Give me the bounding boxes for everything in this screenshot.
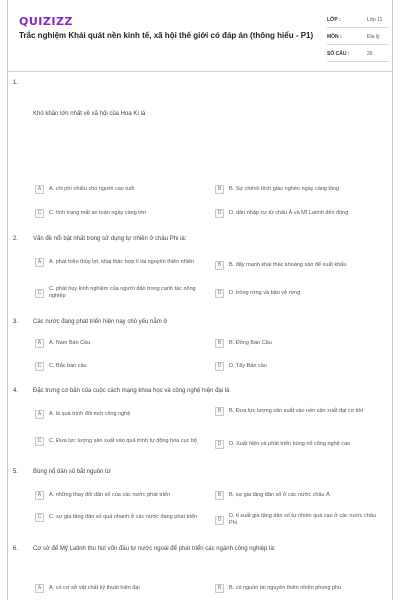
option-text: C. phát huy kinh nghiệm của người dân trong canh tác nông nghiệp: [49, 286, 196, 299]
option-letter: A: [35, 339, 44, 348]
option-text: A. là quá trình đổi mới công nghệ: [49, 411, 131, 417]
question-number: 2.: [13, 236, 19, 242]
question-number: 6.: [13, 546, 19, 552]
option-text: B. Đông Bán Cầu: [229, 340, 272, 346]
option-a[interactable]: [35, 584, 210, 593]
question-number: 3.: [13, 319, 19, 325]
option-letter: A: [35, 410, 44, 419]
option-text: B. Sự chênh lệch giàu nghèo ngày càng tăng: [229, 186, 340, 192]
question-number: 4.: [13, 388, 19, 394]
option-a[interactable]: [35, 185, 210, 194]
option-text: A. chi phí nhiều cho người cao tuổi: [49, 186, 135, 192]
option-letter: B: [215, 407, 224, 416]
option-b[interactable]: [215, 407, 385, 416]
option-letter: D: [215, 209, 224, 218]
question-number: 1.: [13, 80, 19, 86]
question-text: Vấn đề nổi bật nhất trong sử dụng tự nhiên ở châu Phi là:: [33, 236, 187, 242]
option-text: B. có nguồn tài nguyên thiên nhiên phong phú: [229, 585, 342, 591]
option-letter: C: [35, 289, 44, 298]
option-d[interactable]: [215, 289, 385, 298]
option-text: C. sự gia tăng dân số quá nhanh ở các nước đang phát triển: [49, 514, 198, 520]
option-text: D. tỉ suất gia tăng dân số tự nhiên quá cao ở các nước châu Phi: [229, 513, 376, 526]
question-text: Khó khăn lớn nhất về xã hội của Hoa Kì là: [33, 111, 146, 117]
option-a[interactable]: [35, 258, 210, 267]
question-number: 5.: [13, 469, 19, 475]
meta-row-class: [327, 13, 389, 28]
question-text: Đặc trưng cơ bản của cuộc cách mạng khoa học và công nghệ hiện đại là: [33, 388, 230, 394]
option-letter: D: [215, 289, 224, 298]
option-d[interactable]: [215, 362, 385, 371]
option-letter: C: [35, 362, 44, 371]
option-a[interactable]: [35, 491, 210, 500]
option-b[interactable]: [215, 261, 385, 270]
option-text: B. Đưa lực lượng sản xuất vào nền sản xuất đại cơ khí: [229, 408, 364, 414]
option-letter: C: [35, 437, 44, 446]
option-c[interactable]: [35, 362, 210, 371]
meta-label: LỚP :: [327, 17, 341, 23]
option-b[interactable]: [215, 584, 385, 593]
option-letter: D: [215, 362, 224, 371]
option-d[interactable]: [215, 513, 385, 527]
option-text: A. có cơ sở vật chất kỹ thuật hiện đại: [49, 585, 140, 591]
option-c[interactable]: [35, 286, 210, 300]
logo-text: QUIZIZZ: [19, 15, 73, 28]
option-letter: D: [215, 516, 224, 525]
option-a[interactable]: [35, 339, 210, 348]
question-text: Bùng nổ dân số bắt nguồn từ: [33, 469, 111, 475]
option-text: D. trồng rừng và bảo vệ rừng: [229, 290, 301, 296]
worksheet-meta: [327, 13, 389, 64]
option-d[interactable]: [215, 209, 385, 218]
option-letter: A: [35, 185, 44, 194]
option-text: C. Bắc bán cầu: [49, 363, 87, 369]
option-letter: D: [215, 440, 224, 449]
option-text: A. những thay đổi dân số của các nước phát triển: [49, 492, 171, 498]
question-text: Các nước đang phát triển hiện nay chủ yếu nằm ở: [33, 319, 168, 325]
option-text: D. Tây Bán cầu: [229, 363, 267, 369]
option-text: A. Nam Bán Cầu: [49, 340, 91, 346]
option-a[interactable]: [35, 410, 210, 419]
option-letter: B: [215, 491, 224, 500]
meta-value: 26: [367, 51, 373, 57]
quizizz-logo: [19, 15, 73, 28]
option-text: C. Đưa lực lượng sản xuất vào quá trình tự động hóa cục bộ: [49, 438, 197, 444]
option-text: B. đẩy mạnh khai thác khoáng sản để xuất khẩu: [229, 262, 347, 268]
option-letter: B: [215, 185, 224, 194]
meta-row-question-count: [327, 47, 389, 62]
option-b[interactable]: [215, 185, 385, 194]
option-b[interactable]: [215, 491, 385, 500]
option-text: D. dân nhập cư từ châu Á và Mĩ Latinh đến đông: [229, 210, 349, 216]
option-b[interactable]: [215, 339, 385, 348]
option-c[interactable]: [35, 209, 210, 218]
option-letter: B: [215, 584, 224, 593]
option-letter: A: [35, 258, 44, 267]
meta-label: MÔN :: [327, 34, 342, 40]
page-frame: [7, 0, 393, 600]
worksheet-header: [7, 0, 393, 72]
meta-row-subject: [327, 30, 389, 45]
option-d[interactable]: [215, 440, 385, 449]
page-title: Trắc nghiệm Khái quát nền kinh tế, xã hội thế giới có đáp án (thông hiểu - P1): [19, 31, 314, 40]
option-letter: C: [35, 209, 44, 218]
meta-value: Địa lý: [367, 34, 380, 40]
option-c[interactable]: [35, 513, 210, 522]
option-letter: A: [35, 584, 44, 593]
option-letter: A: [35, 491, 44, 500]
option-text: B. sự gia tăng dân số ở các nước châu Á: [229, 492, 330, 498]
meta-value: Lớp 11: [367, 17, 383, 23]
option-text: D. Xuất hiện và phát triển bùng nổ công nghệ cao: [229, 441, 351, 447]
option-letter: C: [35, 513, 44, 522]
option-letter: B: [215, 261, 224, 270]
option-c[interactable]: [35, 437, 210, 446]
option-text: A. phát triển thủy lợi, khai thác hợp lí tài nguyên thiên nhiên: [49, 259, 195, 265]
meta-label: SỐ CÂU :: [327, 51, 350, 57]
question-text: Cơ sở để Mỹ Latinh thu hút vốn đầu tư nước ngoài để phát triển các ngành công nghiệp là:: [33, 546, 276, 552]
option-letter: B: [215, 339, 224, 348]
option-text: C. tình trạng mất an toàn ngày càng lớn: [49, 210, 147, 216]
